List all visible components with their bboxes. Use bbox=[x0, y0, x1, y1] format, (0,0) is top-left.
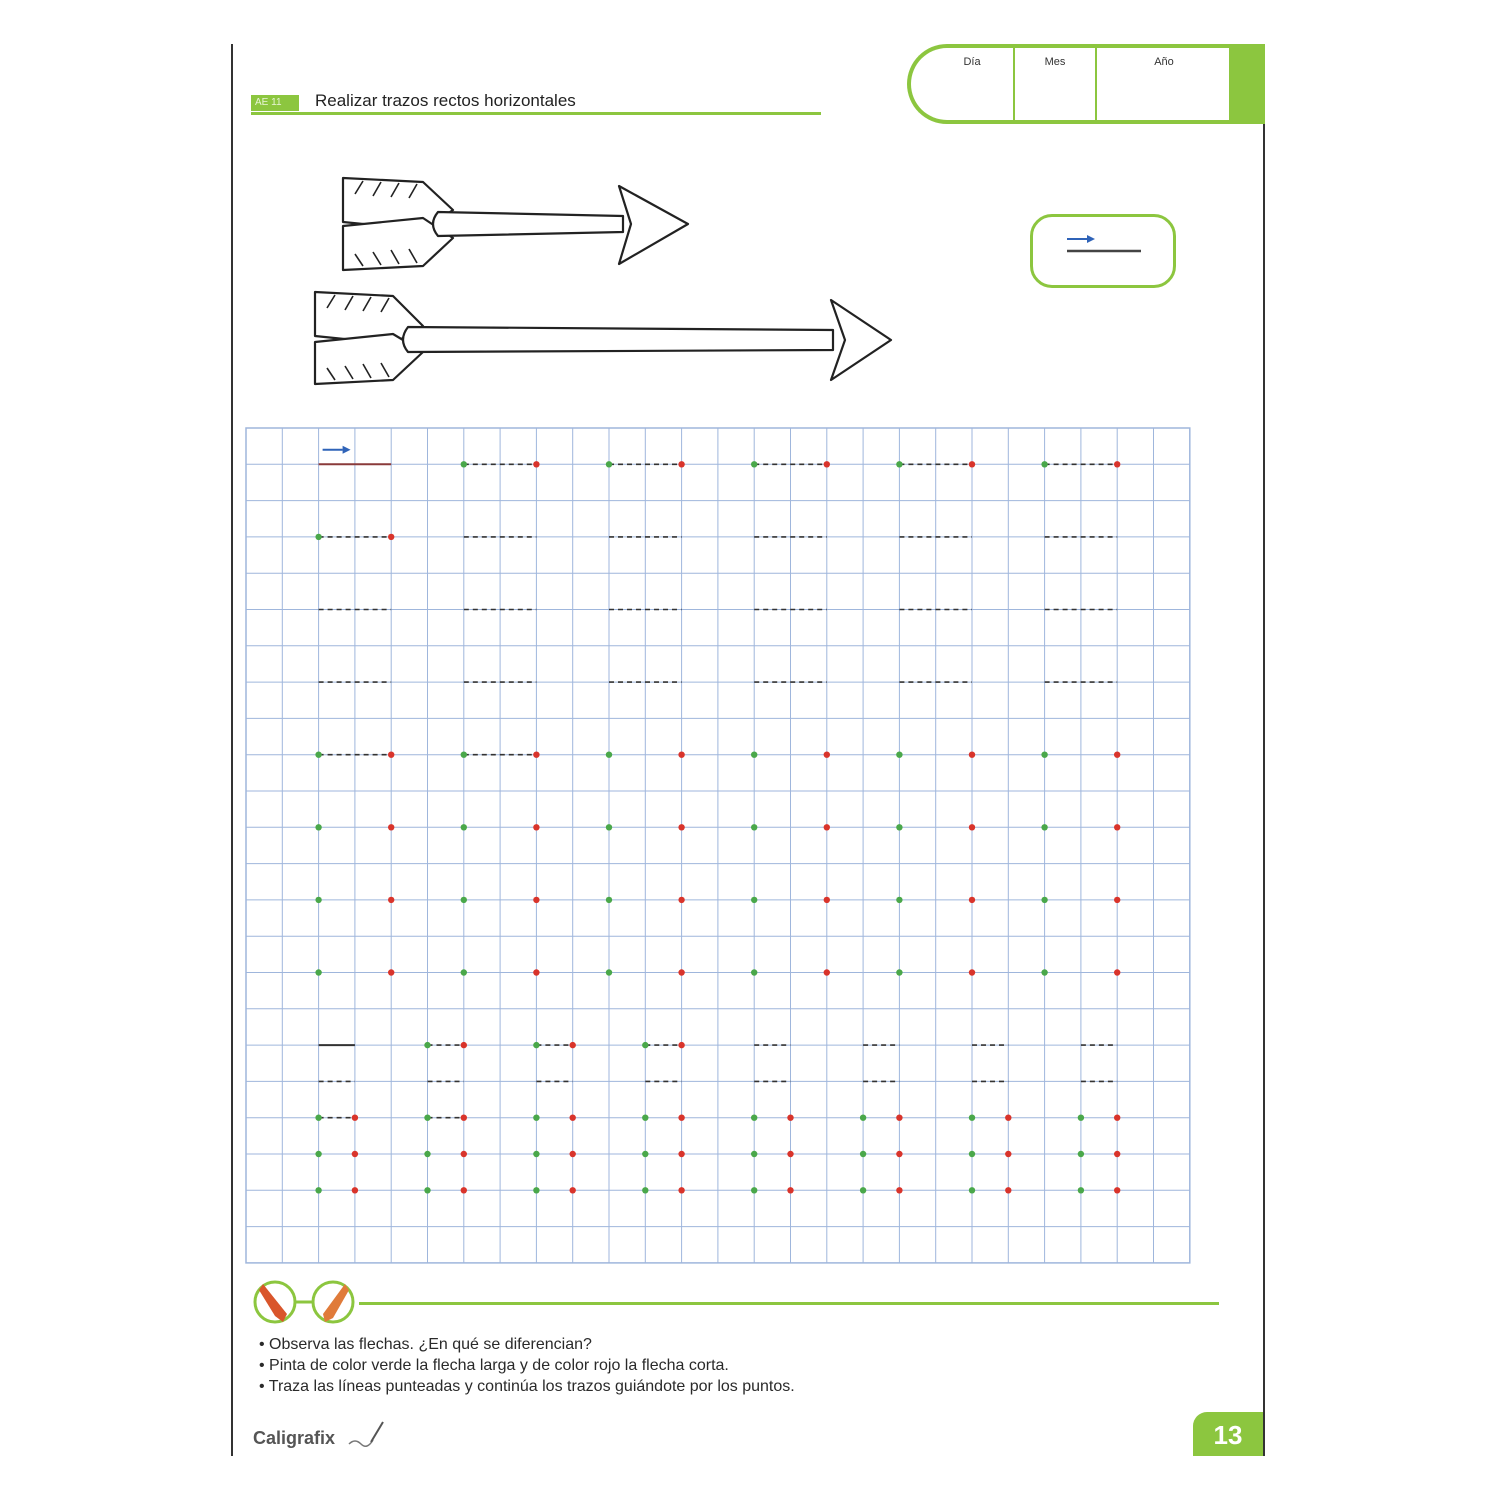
guide-dot bbox=[606, 461, 612, 467]
guide-dot bbox=[424, 1187, 430, 1193]
guide-dot bbox=[678, 1151, 684, 1157]
guide-dot bbox=[969, 752, 975, 758]
guide-dot bbox=[533, 969, 539, 975]
guide-dot bbox=[751, 1187, 757, 1193]
guide-dot bbox=[461, 824, 467, 830]
guide-dot bbox=[461, 461, 467, 467]
guide-dot bbox=[1041, 969, 1047, 975]
guide-dot bbox=[824, 461, 830, 467]
guide-dot bbox=[751, 1115, 757, 1121]
guide-dot bbox=[969, 824, 975, 830]
guide-dot bbox=[1041, 461, 1047, 467]
guide-dot bbox=[533, 1042, 539, 1048]
guide-dot bbox=[1078, 1187, 1084, 1193]
guide-dot bbox=[1005, 1151, 1011, 1157]
guide-dot bbox=[315, 824, 321, 830]
tracing-grid[interactable] bbox=[245, 427, 1191, 1267]
guide-dot bbox=[1114, 1115, 1120, 1121]
date-month-label: Mes bbox=[1044, 56, 1066, 68]
guide-dot bbox=[533, 897, 539, 903]
sample-arrow-icon bbox=[1033, 217, 1173, 285]
guide-dot bbox=[1114, 897, 1120, 903]
guide-dot bbox=[860, 1115, 866, 1121]
guide-dot bbox=[896, 824, 902, 830]
guide-dot bbox=[642, 1151, 648, 1157]
guide-dot bbox=[751, 897, 757, 903]
stroke-direction-sample bbox=[1030, 214, 1176, 288]
guide-dot bbox=[533, 1187, 539, 1193]
page-number: 13 bbox=[1193, 1412, 1263, 1456]
guide-dot bbox=[642, 1042, 648, 1048]
guide-dot bbox=[1005, 1187, 1011, 1193]
guide-dot bbox=[969, 1187, 975, 1193]
guide-dot bbox=[461, 1042, 467, 1048]
guide-dot bbox=[642, 1187, 648, 1193]
guide-dot bbox=[1005, 1115, 1011, 1121]
guide-dot bbox=[751, 1151, 757, 1157]
guide-dot bbox=[896, 969, 902, 975]
guide-dot bbox=[606, 969, 612, 975]
guide-dot bbox=[352, 1115, 358, 1121]
guide-dot bbox=[424, 1151, 430, 1157]
guide-dot bbox=[969, 1115, 975, 1121]
guide-dot bbox=[424, 1115, 430, 1121]
guide-dot bbox=[570, 1115, 576, 1121]
guide-dot bbox=[533, 461, 539, 467]
page-title: Realizar trazos rectos horizontales bbox=[315, 91, 576, 110]
guide-dot bbox=[896, 461, 902, 467]
guide-dot bbox=[969, 1151, 975, 1157]
brand-logo: Caligrafix bbox=[253, 1428, 336, 1448]
guide-dot bbox=[1114, 752, 1120, 758]
date-year-label: Año bbox=[1154, 56, 1174, 68]
guide-dot bbox=[751, 461, 757, 467]
guide-dot bbox=[678, 752, 684, 758]
guide-dot bbox=[352, 1187, 358, 1193]
guide-dot bbox=[678, 897, 684, 903]
guide-dot bbox=[461, 1151, 467, 1157]
guide-dot bbox=[678, 1115, 684, 1121]
long-arrow[interactable] bbox=[315, 292, 891, 384]
guide-dot bbox=[824, 969, 830, 975]
guide-dot bbox=[533, 752, 539, 758]
guide-dot bbox=[352, 1151, 358, 1157]
guide-dot bbox=[1114, 1151, 1120, 1157]
guide-dot bbox=[1041, 752, 1047, 758]
instruction-item: • Pinta de color verde la flecha larga y de color rojo la flecha corta. bbox=[259, 1357, 729, 1374]
guide-dot bbox=[461, 752, 467, 758]
guide-dot bbox=[315, 1187, 321, 1193]
guide-dot bbox=[1114, 461, 1120, 467]
guide-dot bbox=[678, 461, 684, 467]
guide-dot bbox=[1114, 824, 1120, 830]
guide-dot bbox=[642, 1115, 648, 1121]
guide-dot bbox=[461, 1115, 467, 1121]
worksheet-page bbox=[231, 44, 1265, 1456]
guide-dot bbox=[1041, 824, 1047, 830]
instructions-rule bbox=[359, 1302, 1219, 1305]
guide-dot bbox=[461, 969, 467, 975]
guide-dot bbox=[969, 461, 975, 467]
pencil-icon bbox=[253, 1278, 363, 1328]
guide-dot bbox=[315, 1151, 321, 1157]
guide-dot bbox=[388, 969, 394, 975]
guide-dot bbox=[824, 897, 830, 903]
instruction-item: • Traza las líneas punteadas y continúa los trazos guiándote por los puntos. bbox=[259, 1378, 795, 1395]
guide-dot bbox=[606, 897, 612, 903]
pen-icon bbox=[345, 1420, 385, 1450]
guide-dot bbox=[533, 824, 539, 830]
guide-dot bbox=[533, 1115, 539, 1121]
instructions bbox=[259, 1334, 795, 1397]
grid-lines bbox=[246, 428, 1190, 1263]
guide-dot bbox=[315, 534, 321, 540]
short-arrow[interactable] bbox=[343, 178, 688, 270]
guide-dot bbox=[606, 752, 612, 758]
guide-dot bbox=[315, 969, 321, 975]
guide-dot bbox=[1078, 1151, 1084, 1157]
guide-dot bbox=[388, 534, 394, 540]
guide-dot bbox=[461, 1187, 467, 1193]
guide-dot bbox=[388, 752, 394, 758]
guide-dot bbox=[315, 1115, 321, 1121]
guide-dot bbox=[678, 1187, 684, 1193]
guide-dot bbox=[570, 1042, 576, 1048]
guide-dot bbox=[388, 824, 394, 830]
instruction-item: • Observa las flechas. ¿En qué se diferencian? bbox=[259, 1336, 592, 1353]
guide-dot bbox=[969, 969, 975, 975]
guide-dot bbox=[533, 1151, 539, 1157]
guide-dot bbox=[751, 969, 757, 975]
guide-dot bbox=[896, 1187, 902, 1193]
guide-dot bbox=[787, 1115, 793, 1121]
guide-dot bbox=[678, 824, 684, 830]
guide-dot bbox=[896, 1151, 902, 1157]
guide-dot bbox=[824, 824, 830, 830]
guide-dot bbox=[1114, 1187, 1120, 1193]
guide-dot bbox=[1041, 897, 1047, 903]
guide-dot bbox=[678, 969, 684, 975]
guide-dot bbox=[896, 897, 902, 903]
guide-dot bbox=[570, 1151, 576, 1157]
guide-dot bbox=[969, 897, 975, 903]
guide-dot bbox=[787, 1187, 793, 1193]
guide-dot bbox=[388, 897, 394, 903]
guide-dot bbox=[606, 824, 612, 830]
guide-dot bbox=[1078, 1115, 1084, 1121]
guide-dot bbox=[461, 897, 467, 903]
guide-dot bbox=[751, 752, 757, 758]
guide-dot bbox=[678, 1042, 684, 1048]
guide-dot bbox=[570, 1187, 576, 1193]
guide-dot bbox=[824, 752, 830, 758]
activity-badge: AE 11 bbox=[251, 95, 299, 111]
date-day-label: Día bbox=[963, 56, 981, 68]
guide-dot bbox=[896, 1115, 902, 1121]
guide-dot bbox=[860, 1187, 866, 1193]
guide-dot bbox=[315, 897, 321, 903]
guide-dot bbox=[860, 1151, 866, 1157]
guide-dot bbox=[787, 1151, 793, 1157]
guide-dot bbox=[896, 752, 902, 758]
guide-dot bbox=[1114, 969, 1120, 975]
guide-dot bbox=[315, 752, 321, 758]
guide-dot bbox=[424, 1042, 430, 1048]
guide-dot bbox=[751, 824, 757, 830]
